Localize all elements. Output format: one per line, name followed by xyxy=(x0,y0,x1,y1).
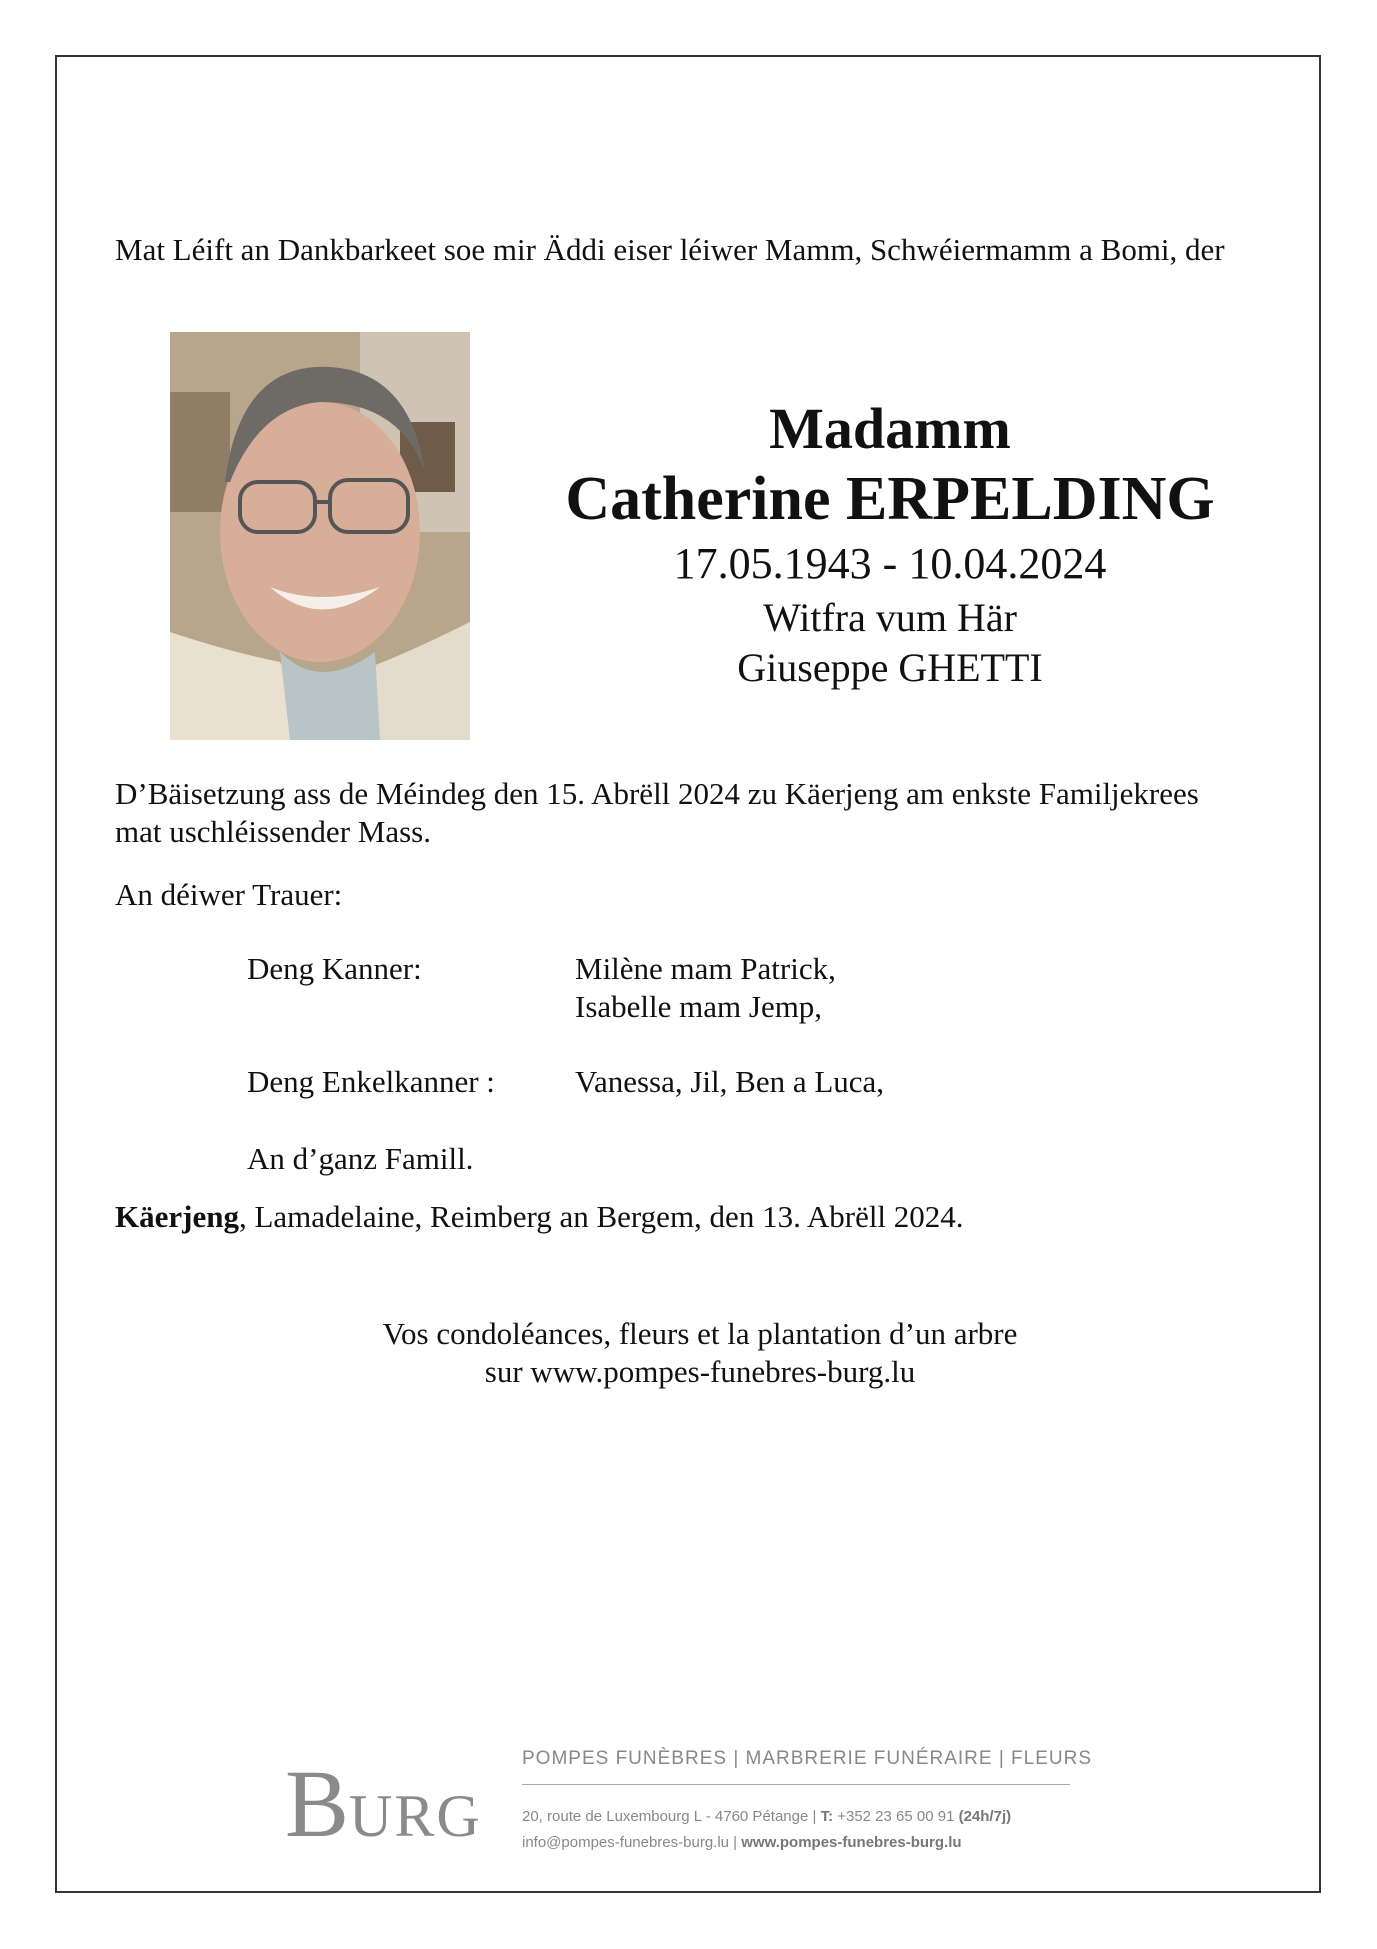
footer-phone-label: T: xyxy=(820,1808,834,1825)
footer-website[interactable]: www.pompes-funebres-burg.lu xyxy=(741,1834,962,1851)
place-date xyxy=(115,1198,964,1236)
logo-initial: B xyxy=(285,1750,350,1857)
footer-address-text: 20, route de Luxembourg L - 4760 Pétange | xyxy=(522,1808,821,1825)
mourning-heading: An déiwer Trauer: xyxy=(115,877,343,912)
footer-hours: (24h/7j) xyxy=(958,1808,1012,1825)
family-line: An d’ganz Famill. xyxy=(247,1141,474,1176)
footer xyxy=(285,1748,1093,1868)
intro-text: Mat Léift an Dankbarkeet soe mir Äddi eiser léiwer Mamm, Schwéiermamm a Bomi, der xyxy=(115,232,1225,267)
condolences-line-1: Vos condoléances, fleurs et la plantation d’un arbre xyxy=(382,1316,1018,1351)
grandchildren-label: Deng Enkelkanner : xyxy=(247,1064,495,1099)
logo-rest: URG xyxy=(349,1783,482,1849)
footer-divider xyxy=(522,1784,1070,1785)
children-label: Deng Kanner: xyxy=(247,951,422,986)
footer-address xyxy=(522,1808,1011,1825)
grandchildren-names: Vanessa, Jil, Ben a Luca, xyxy=(575,1064,885,1099)
children-line-2: Isabelle mam Jemp, xyxy=(575,989,823,1024)
portrait-photo xyxy=(170,332,470,740)
funeral-line-2: mat uschléissender Mass. xyxy=(115,814,431,849)
widow-line-2: Giuseppe GHETTI xyxy=(737,645,1043,690)
footer-phone: +352 23 65 00 91 xyxy=(833,1808,959,1825)
children-line-1: Milène mam Patrick, xyxy=(575,951,836,986)
salutation: Madamm xyxy=(769,396,1011,461)
condolences-line-2: sur www.pompes-funebres-burg.lu xyxy=(484,1354,916,1389)
footer-contact xyxy=(522,1834,962,1851)
deceased-block xyxy=(520,395,1260,693)
funeral-line-1: D’Bäisetzung ass de Méindeg den 15. Abrëll 2024 zu Käerjeng am enkste Familjekrees xyxy=(115,776,1199,811)
life-dates: 17.05.1943 - 10.04.2024 xyxy=(673,539,1107,588)
widow-line-1: Witfra vum Här xyxy=(763,595,1017,640)
burg-logo xyxy=(285,1750,482,1857)
place-rest: , Lamadelaine, Reimberg an Bergem, den 13. Abrëll 2024. xyxy=(238,1199,964,1234)
deceased-name: Catherine ERPELDING xyxy=(565,465,1215,533)
footer-email: info@pompes-funebres-burg.lu | xyxy=(522,1834,742,1851)
funeral-notice xyxy=(115,775,1265,851)
place-bold: Käerjeng xyxy=(115,1199,239,1234)
condolences xyxy=(250,1315,1150,1391)
footer-services: POMPES FUNÈBRES | MARBRERIE FUNÉRAIRE | FLEURS xyxy=(522,1748,1093,1769)
